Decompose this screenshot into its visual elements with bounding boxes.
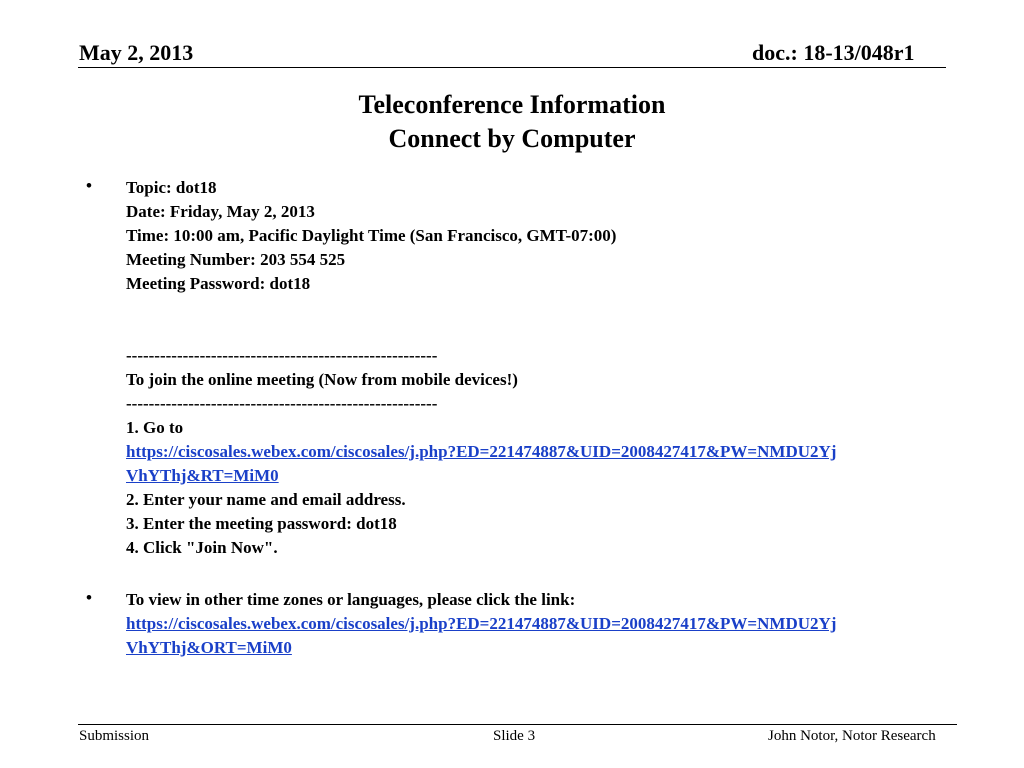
timezone-text: To view in other time zones or languages, please click the link:: [126, 590, 576, 609]
timezone-link-line-2[interactable]: VhYThj&ORT=MiM0: [126, 638, 292, 657]
timezone-link[interactable]: [126, 612, 976, 636]
date-line: Date: Friday, May 2, 2013: [126, 202, 315, 221]
slide-title: [0, 88, 1024, 156]
meeting-link-line-1[interactable]: https://ciscosales.webex.com/ciscosales/j.php?ED=221474887&UID=2008427417&PW=NMDU2Yj: [126, 442, 837, 461]
step-3: 3. Enter the meeting password: dot18: [126, 514, 397, 533]
bullet-marker-1: •: [86, 176, 92, 195]
meeting-password-line: Meeting Password: dot18: [126, 274, 311, 293]
meeting-link-continued[interactable]: [126, 464, 976, 488]
footer-slide-number: Slide 3: [493, 728, 536, 744]
topic-line: Topic: dot18: [126, 178, 217, 197]
meeting-number-line: Meeting Number: 203 554 525: [126, 250, 346, 269]
timezone-link-line-1[interactable]: https://ciscosales.webex.com/ciscosales/j.php?ED=221474887&UID=2008427417&PW=NMDU2Yj: [126, 614, 837, 633]
title-line-1: Teleconference Information: [358, 90, 666, 119]
join-heading: To join the online meeting (Now from mobile devices!): [126, 370, 518, 389]
bullet-marker-2: •: [86, 588, 92, 607]
timezone-block: [126, 588, 976, 660]
header-divider: [78, 67, 946, 68]
time-line: Time: 10:00 am, Pacific Daylight Time (San Francisco, GMT-07:00): [126, 226, 617, 245]
title-line-2: Connect by Computer: [388, 124, 636, 153]
footer-submission: Submission: [79, 728, 150, 744]
step-1: 1. Go to: [126, 418, 184, 437]
step-4: 4. Click "Join Now".: [126, 538, 278, 557]
timezone-link-continued[interactable]: [126, 636, 976, 660]
divider-bottom: -------------------------------------------------------: [126, 394, 438, 413]
meeting-details-block: [126, 176, 976, 560]
footer-divider: [78, 724, 957, 725]
header-date: May 2, 2013: [79, 40, 194, 65]
step-2: 2. Enter your name and email address.: [126, 490, 406, 509]
meeting-link-line-2[interactable]: VhYThj&RT=MiM0: [126, 466, 279, 485]
spacer: [126, 320, 976, 344]
meeting-link[interactable]: [126, 440, 976, 464]
divider-top: -------------------------------------------------------: [126, 346, 438, 365]
header-doc-id: doc.: 18-13/048r1: [752, 40, 915, 65]
footer-author: John Notor, Notor Research: [768, 728, 936, 744]
spacer: [126, 296, 976, 320]
